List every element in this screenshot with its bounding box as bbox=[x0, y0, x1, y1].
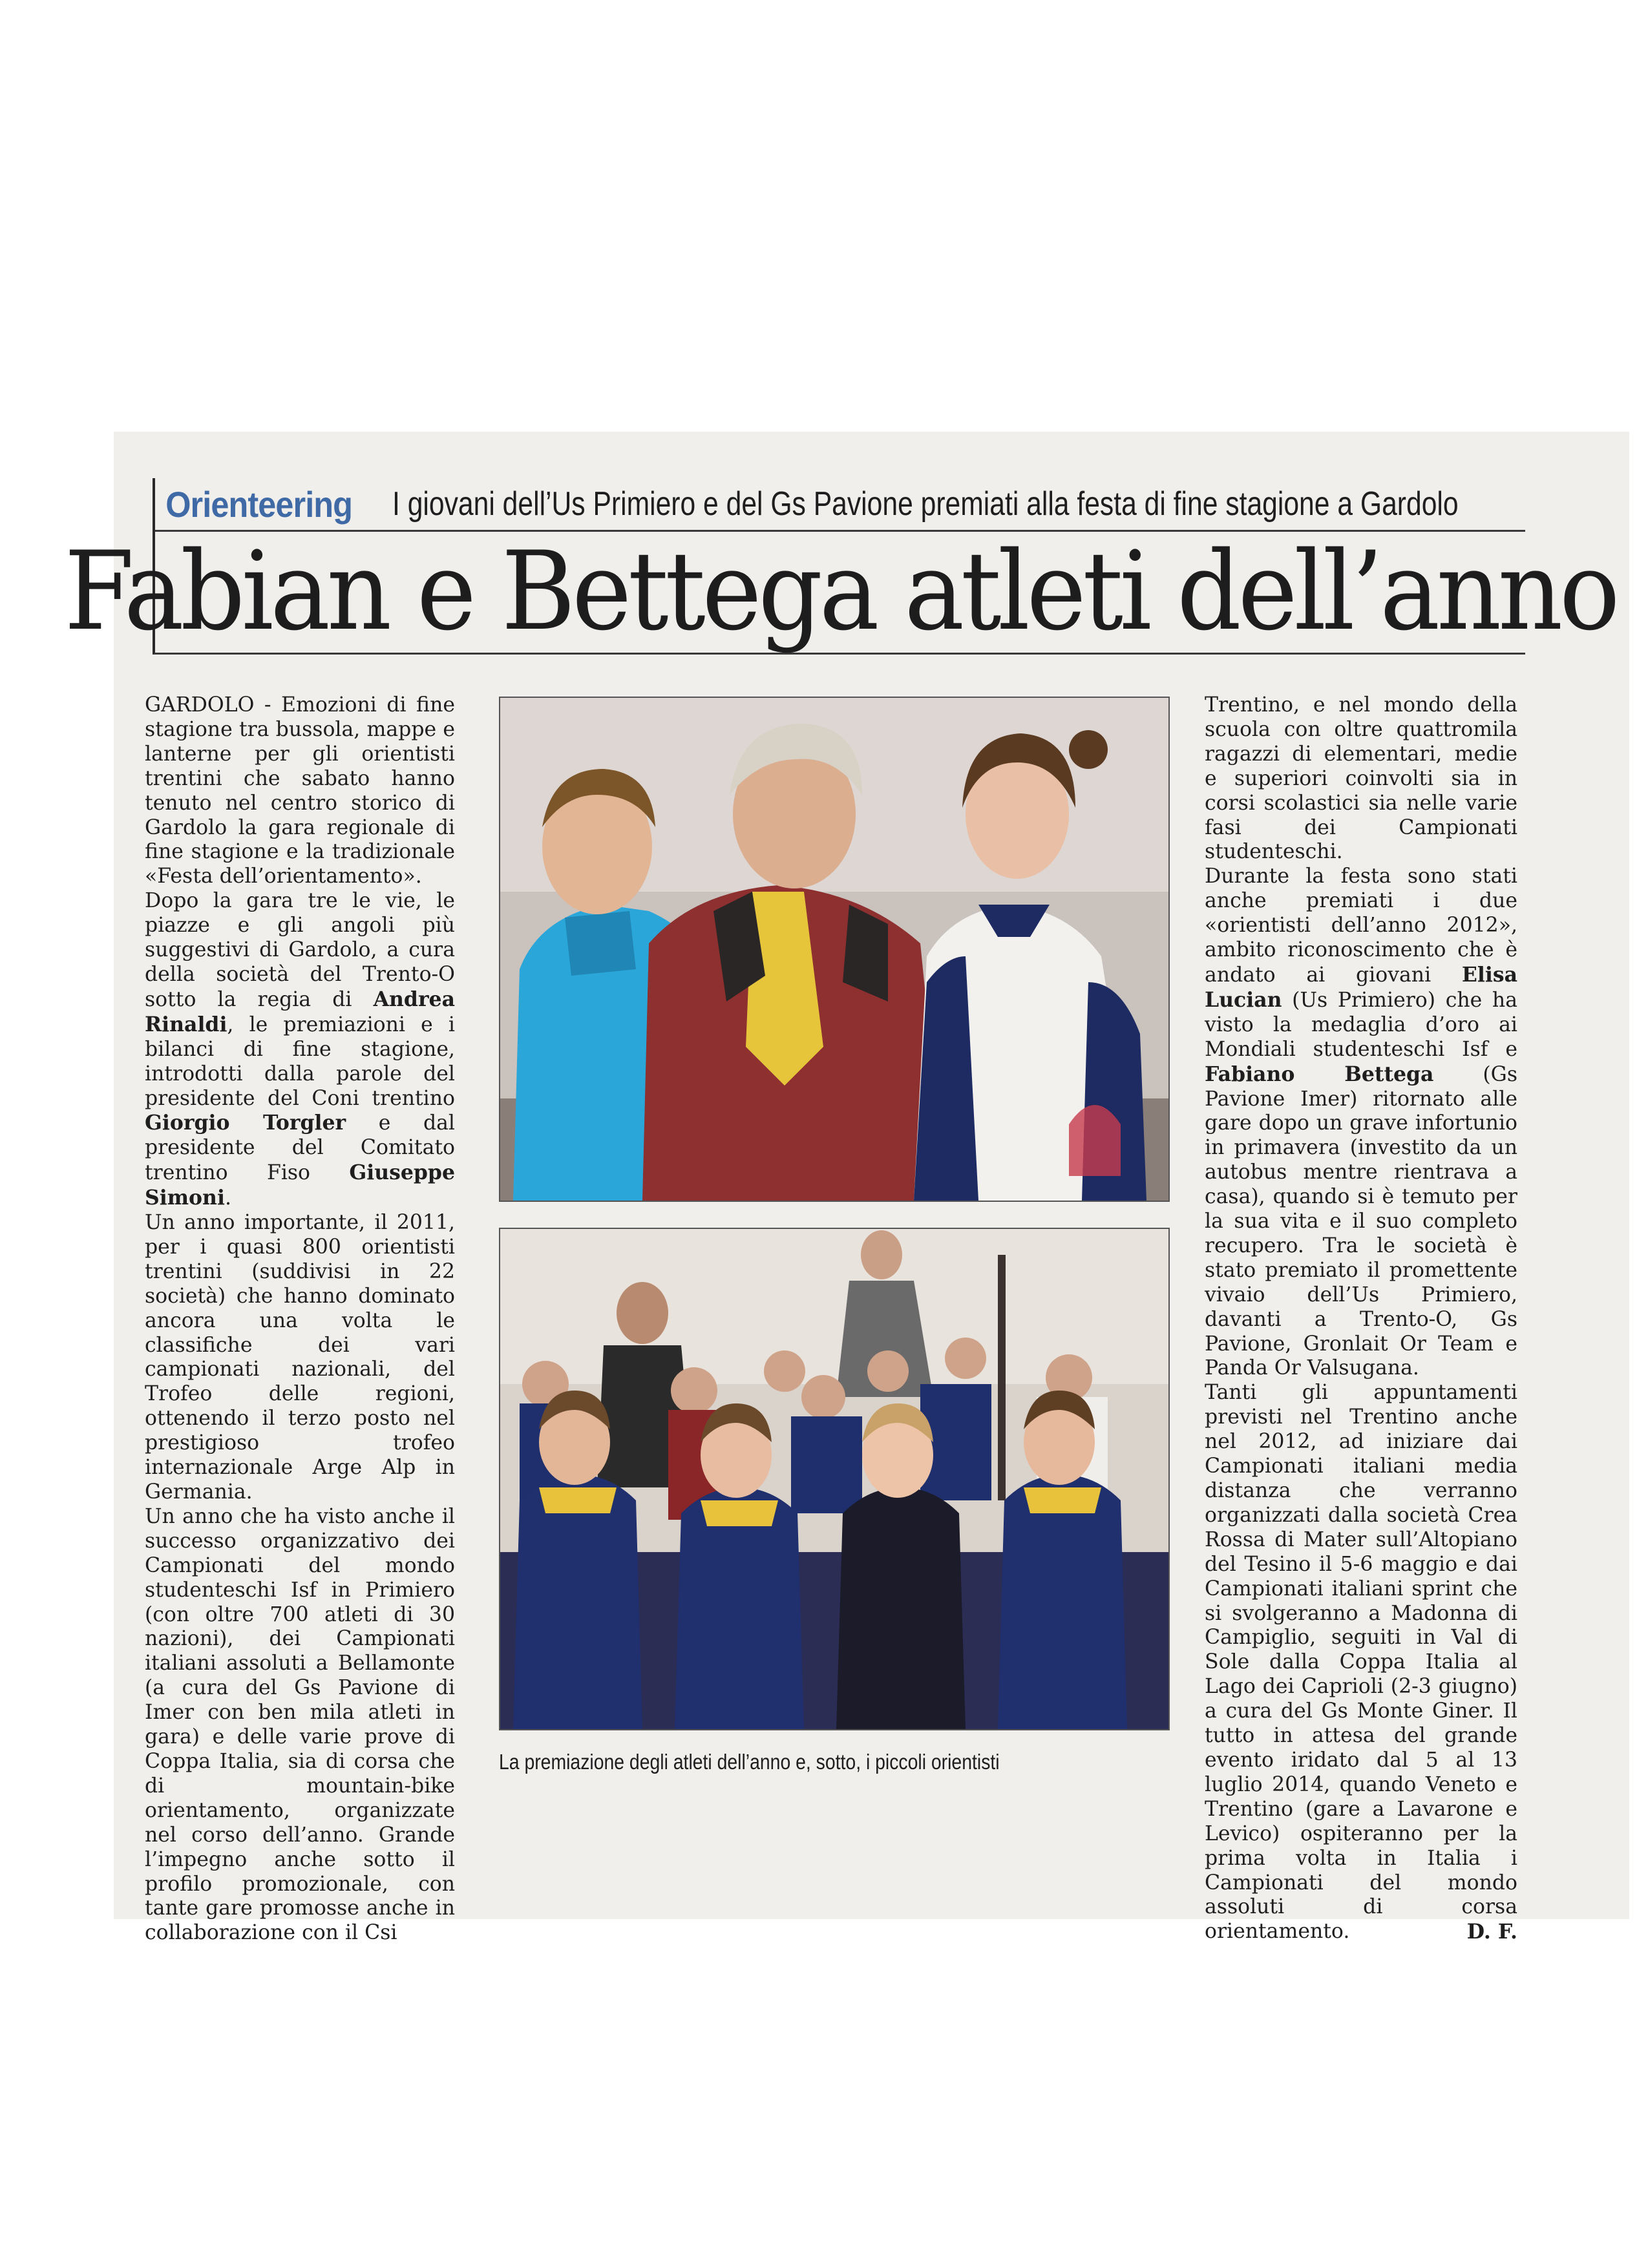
left-column bbox=[145, 693, 455, 1946]
photo-award-winners bbox=[499, 697, 1170, 1202]
kicker-row bbox=[153, 478, 1525, 532]
left-paragraph-4: Un anno che ha visto anche il successo organizzativo dei Campionati del mondo studenteschi Isf in Primiero (con oltre 700 atleti di 30 nazioni), dei Campionati italiani assoluti a Bellamonte (a cura del Gs Pavione di Imer con ben mila atleti in gara) e delle varie prove di Coppa Italia, sia di corsa che di mountain-bike orientamento, organizzate nel corso dell’anno. Grande l’impegno anche sotto il profilo promozionale, con tante gare promosse anche in collaborazione con il Csi bbox=[145, 1504, 455, 1945]
person-name: Elisa Lucian bbox=[1205, 962, 1517, 1012]
article-subtitle: I giovani dell’Us Primiero e del Gs Pavione premiati alla festa di fine stagione a Gardolo bbox=[392, 485, 1459, 523]
article-headline: Fabian e Bettega atleti dell’anno bbox=[64, 528, 1616, 655]
author-byline: D. F. bbox=[1466, 1920, 1517, 1944]
left-paragraph-1: GARDOLO - Emozioni di fine stagione tra bussola, mappe e lanterne per gli orientisti trentini che sabato hanno tenuto nel centro storico di Gardolo la gara regionale di fine stagione e la tradizionale «Festa dell’orientamento». bbox=[145, 693, 455, 888]
right-paragraph-3: Tanti gli appuntamenti previsti nel Trentino anche nel 2012, ad iniziare dai Campionati italiani media distanza che verranno organizzati dalla società Crea Rossa di Mater sull’Altopiano del Tesino il 5-6 maggio e dai Campionati italiani sprint che si svolgeranno a Madonna di Campiglio, seguiti in Val di Sole dalla Coppa Italia al Lago dei Caprioli (2-3 giugno) a cura del Gs Monte Giner. Il tutto in attesa del grande evento iridato dal 5 al 13 luglio 2014, quando Veneto e Trentino (gare a Lavarone e Levico) ospiteranno per la prima volta in Italia i Campionati del mondo assoluti di corsa orientamento. D. F. bbox=[1205, 1381, 1517, 1944]
right-paragraph-2: Durante la festa sono stati anche premiati i due «orientisti dell’anno 2012», ambito riconoscimento che è andato ai giovani Elisa Lucian (Us Primiero) che ha visto la medaglia d’oro ai Mondiali studenteschi Isf e Fabiano Bettega (Gs Pavione Imer) ritornato alle gare dopo un grave infortunio in primavera (investito da un autobus mentre rientrava a casa), quando si è temuto per la sua vita e il suo completo recupero. Tra le società è stato premiato il promettente vivaio dell’Us Primiero, davanti a Trento-O, Gs Pavione, Gronlait Or Team e Panda Or Valsugana. bbox=[1205, 865, 1517, 1380]
left-paragraph-2: Dopo la gara tre le vie, le piazze e gli angoli più suggestivi di Gardolo, a cura della società del Trento-O sotto la regia di Andrea Rinaldi, le premiazioni e i bilanci di fine stagione, introdotti dalla parole del presidente del Coni trentino Giorgio Torgler e dal presidente del Comitato trentino Fiso Giuseppe Simoni. bbox=[145, 889, 455, 1210]
left-paragraph-3: Un anno importante, il 2011, per i quasi 800 orientisti trentini (suddivisi in 22 società) che hanno dominato ancora una volta le classifiche dei vari campionati nazionali, del Trofeo delle regioni, ottenendo il terzo posto nel prestigioso trofeo internazionale Arge Alp in Germania. bbox=[145, 1211, 455, 1504]
photo-caption: La premiazione degli atleti dell’anno e, sotto, i piccoli orientisti bbox=[499, 1750, 1000, 1774]
section-kicker: Orienteering bbox=[165, 483, 353, 525]
person-name: Giorgio Torgler bbox=[145, 1111, 346, 1135]
person-name: Andrea Rinaldi bbox=[145, 987, 455, 1036]
right-paragraph-1: Trentino, e nel mondo della scuola con oltre quattromila ragazzi di elementari, medie e superiori coinvolti sia in corsi scolastici sia nelle varie fasi dei Campionati studenteschi. bbox=[1205, 693, 1517, 864]
person-name: Giuseppe Simoni bbox=[145, 1160, 455, 1210]
headline-box bbox=[64, 528, 1616, 655]
photo-young-orienteers bbox=[499, 1228, 1170, 1730]
person-name: Fabiano Bettega bbox=[1205, 1062, 1434, 1086]
right-column bbox=[1205, 693, 1517, 1944]
newspaper-clipping bbox=[64, 432, 1629, 1945]
